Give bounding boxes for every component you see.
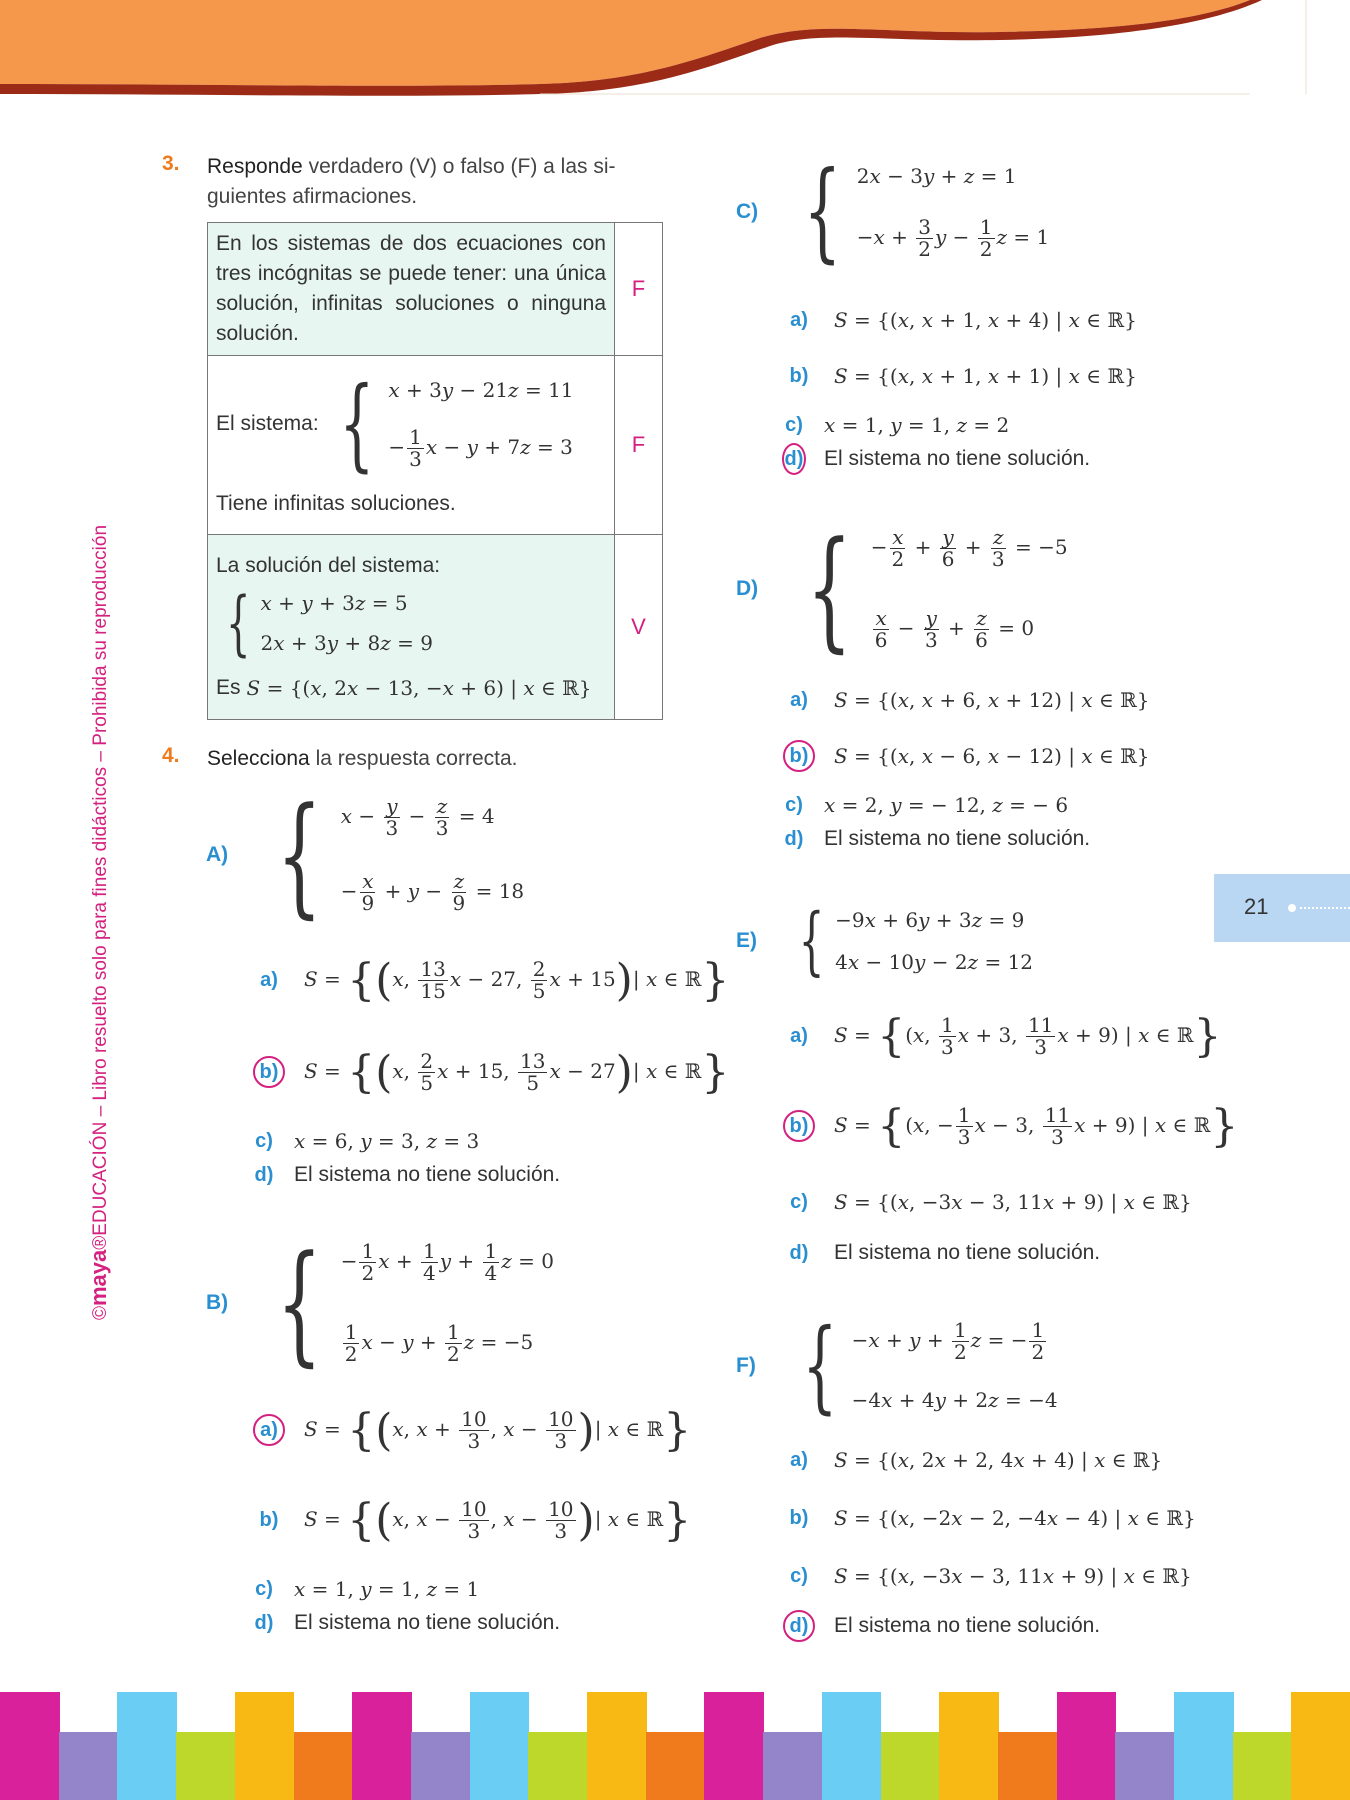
options-D bbox=[782, 680, 1150, 856]
option-B-b[interactable]: b) S = {(x, x − $\frac{10}{3}$ , x − $\frac{10}{3}$ )| x ∈ ℝ} bbox=[259, 1494, 692, 1546]
option-B-c[interactable]: c) x = 1, y = 1, z = 1 bbox=[255, 1577, 480, 1601]
system-D: D) { − $\frac{x}{2}$ + $\frac{y}{6}$ + $\frac{z}{3}$ = −5 $\frac{x}{6}$ − $\frac{y}{3}$ + $\frac{z}{6}$ = 0 bbox=[736, 513, 1068, 665]
header-wave bbox=[0, 0, 1350, 100]
option-letter-circled: d) bbox=[782, 443, 806, 475]
option-text: El sistema no tiene solución. bbox=[824, 827, 1091, 850]
option-C-a[interactable]: a) S = {(x, x + 1, x + 4) | x ∈ ℝ} bbox=[790, 308, 1137, 332]
q3-row1-text: En los sistemas de dos ecuaciones con tres incógnitas se puede tener: una única solución, infinitas soluciones o ninguna solución. bbox=[216, 232, 606, 345]
options-C bbox=[782, 300, 1137, 476]
options-A bbox=[252, 948, 729, 1192]
page-number: 21 bbox=[1244, 894, 1269, 919]
q3-row3-answer: V bbox=[615, 535, 663, 720]
stripe bbox=[528, 1732, 588, 1800]
system-B: B) { − $\frac{1}{2}$ x + $\frac{1}{4}$ y + $\frac{1}{4}$ z = 0 $\frac{1}{2}$ x − y + $\frac{1}{2}$ z = −5 bbox=[206, 1227, 554, 1379]
option-letter-circled: b) bbox=[783, 1110, 815, 1142]
option-E-a[interactable]: a) S = {(x, $\frac{1}{3}$ x + 3, $\frac{11}{3}$ x + 9) | x ∈ ℝ} bbox=[790, 1010, 1222, 1062]
bottom-stripes bbox=[0, 1692, 1350, 1800]
q3-row2-prefix: El sistema: bbox=[216, 412, 319, 435]
option-letter: d) bbox=[254, 1163, 274, 1186]
q3-row-1 bbox=[208, 223, 663, 356]
option-F-d[interactable] bbox=[782, 1606, 1196, 1646]
stripe bbox=[822, 1692, 882, 1800]
option-letter: a) bbox=[790, 1024, 808, 1047]
system-F-letter: F) bbox=[736, 1354, 756, 1377]
q4-bold: Selecciona bbox=[207, 747, 310, 770]
option-text: El sistema no tiene solución. bbox=[834, 1614, 1101, 1637]
stripe bbox=[587, 1692, 647, 1800]
stripe bbox=[763, 1732, 823, 1800]
stripe bbox=[939, 1692, 999, 1800]
option-C-c[interactable]: c) x = 1, y = 1, z = 2 bbox=[785, 413, 1010, 437]
option-B-a[interactable]: a) S = {(x, x + $\frac{10}{3}$ , x − $\frac{10}{3}$ )| x ∈ ℝ} bbox=[252, 1398, 691, 1462]
option-letter: b) bbox=[259, 1508, 279, 1531]
option-letter: d) bbox=[254, 1611, 274, 1634]
sidebar-copyright: ©maya®EDUCACIÓN – Libro resuelto solo para fines didácticos – Prohibida su reproducción bbox=[86, 524, 111, 1320]
option-A-b[interactable]: b) S = {(x, $\frac{2}{5}$ x + 15, $\frac{13}{5}$ x − 27)| x ∈ ℝ} bbox=[252, 1040, 729, 1104]
page-dot-icon bbox=[1288, 904, 1296, 912]
option-text: El sistema no tiene solución. bbox=[834, 1241, 1101, 1264]
q3-row3-suffix: Es bbox=[216, 676, 241, 699]
option-letter: b) bbox=[789, 364, 809, 387]
stripe bbox=[470, 1692, 530, 1800]
system-E-letter: E) bbox=[736, 929, 757, 952]
q3-row3-prefix: La solución del sistema: bbox=[216, 554, 441, 577]
option-letter: a) bbox=[790, 308, 808, 331]
option-letter: a) bbox=[790, 1448, 808, 1471]
q3-row-2 bbox=[208, 356, 663, 535]
q3-row1-answer: F bbox=[615, 223, 663, 356]
option-E-b[interactable]: b) S = {(x, − $\frac{1}{3}$ x − 3, $\frac{11}{3}$ x + 9) | x ∈ ℝ} bbox=[782, 1094, 1238, 1158]
stripe bbox=[1233, 1732, 1293, 1800]
option-F-b[interactable]: b) S = {(x, −2x − 2, −4x − 4) | x ∈ ℝ} bbox=[789, 1506, 1196, 1530]
stripe bbox=[646, 1732, 706, 1800]
system-C: C) { 2x − 3y + z = 1 −x + $\frac{3}{2}$ y − $\frac{1}{2}$ z = 1 bbox=[736, 149, 1050, 274]
stripe bbox=[1174, 1692, 1234, 1800]
option-D-c[interactable]: c) x = 2, y = − 12, z = − 6 bbox=[785, 793, 1069, 817]
option-A-a[interactable]: a) S = {(x, $\frac{13}{15}$ x − 27, $\frac{2}{5}$ x + 15)| x ∈ ℝ} bbox=[260, 954, 730, 1006]
q3-row2-answer: F bbox=[615, 356, 663, 535]
option-letter-circled: d) bbox=[783, 1610, 815, 1642]
page-number-tab bbox=[1214, 874, 1350, 942]
stripe bbox=[704, 1692, 764, 1800]
stripe bbox=[352, 1692, 412, 1800]
option-A-c[interactable]: c) x = 6, y = 3, z = 3 bbox=[255, 1129, 480, 1153]
option-D-d[interactable] bbox=[782, 822, 1150, 856]
option-letter: d) bbox=[784, 827, 804, 850]
q3-bold: Responde bbox=[207, 155, 303, 178]
system-D-letter: D) bbox=[736, 577, 759, 600]
system-E: E) { −9x + 6y + 3z = 9 4x − 10y − 2z = 12 bbox=[736, 898, 1034, 984]
option-letter: a) bbox=[790, 688, 808, 711]
stripe bbox=[881, 1732, 941, 1800]
q3-row2-suffix: Tiene infinitas soluciones. bbox=[216, 492, 456, 515]
q3-heading bbox=[162, 152, 662, 212]
stripe bbox=[117, 1692, 177, 1800]
q3-row-3 bbox=[208, 535, 663, 720]
system-F: F) { −x + y + $\frac{1}{2}$ z = − $\frac{1}{2}$ −4x + 4y + 2z = −4 bbox=[736, 1307, 1058, 1424]
option-E-d[interactable] bbox=[782, 1236, 1238, 1270]
option-text: El sistema no tiene solución. bbox=[294, 1611, 561, 1634]
sidebar-text: EDUCACIÓN – Libro resuelto solo para fines didácticos – Prohibida su reproducción bbox=[90, 524, 111, 1236]
option-D-b[interactable]: b) S = {(x, x − 6, x − 12) | x ∈ ℝ} bbox=[782, 736, 1150, 776]
q4-number: 4. bbox=[162, 744, 180, 767]
option-letter: c) bbox=[255, 1577, 273, 1600]
option-letter-circled: b) bbox=[253, 1056, 285, 1088]
stripe bbox=[59, 1732, 119, 1800]
stripe bbox=[1291, 1692, 1350, 1800]
system-B-letter: B) bbox=[206, 1291, 229, 1314]
stripe bbox=[1057, 1692, 1117, 1800]
option-letter: d) bbox=[789, 1241, 809, 1264]
option-letter: c) bbox=[785, 793, 803, 816]
stripe bbox=[294, 1732, 354, 1800]
option-text: El sistema no tiene solución. bbox=[824, 447, 1091, 470]
option-F-c[interactable]: c) S = {(x, −3x − 3, 11x + 9) | x ∈ ℝ} bbox=[790, 1564, 1192, 1588]
option-D-a[interactable]: a) S = {(x, x + 6, x + 12) | x ∈ ℝ} bbox=[790, 688, 1150, 712]
options-E bbox=[782, 1004, 1238, 1270]
stripe bbox=[0, 1692, 60, 1800]
option-A-d[interactable] bbox=[252, 1158, 729, 1192]
sidebar-brand: maya bbox=[86, 1249, 111, 1306]
q3-row2-system: { x + 3y − 21z = 11 − $\frac{1}{3}$ x − y + 7z = 3 bbox=[339, 365, 574, 482]
option-letter-circled: a) bbox=[253, 1414, 285, 1446]
option-C-d[interactable] bbox=[782, 442, 1137, 476]
option-B-d[interactable] bbox=[252, 1606, 691, 1640]
option-letter: a) bbox=[260, 968, 278, 991]
option-letter: c) bbox=[790, 1190, 808, 1213]
q3-text: verdadero (V) o falso (F) a las si- bbox=[302, 155, 616, 178]
q3-text2: guientes afirmaciones. bbox=[207, 185, 418, 208]
page-dots bbox=[1300, 907, 1350, 909]
option-E-c[interactable]: c) S = {(x, −3x − 3, 11x + 9) | x ∈ ℝ} bbox=[790, 1190, 1192, 1214]
q3-number: 3. bbox=[162, 152, 180, 175]
q3-row3-system: { x + y + 3z = 5 2x + 3y + 8z = 9 bbox=[226, 582, 434, 664]
q4-text: la respuesta correcta. bbox=[309, 747, 518, 770]
q3-row3-solution: S = {(x, 2x − 13, −x + 6) | x ∈ ℝ} bbox=[246, 676, 592, 700]
option-letter: b) bbox=[789, 1506, 809, 1529]
stripe bbox=[176, 1732, 236, 1800]
system-A-letter: A) bbox=[206, 843, 229, 866]
stripe bbox=[998, 1732, 1058, 1800]
stripe bbox=[411, 1732, 471, 1800]
option-F-a[interactable]: a) S = {(x, 2x + 2, 4x + 4) | x ∈ ℝ} bbox=[790, 1448, 1163, 1472]
stripe bbox=[235, 1692, 295, 1800]
option-letter: c) bbox=[790, 1564, 808, 1587]
option-letter: c) bbox=[255, 1129, 273, 1152]
options-F bbox=[782, 1440, 1196, 1646]
options-B bbox=[252, 1398, 691, 1640]
system-A: A) { x − $\frac{y}{3}$ − $\frac{z}{3}$ = 4 − $\frac{x}{9}$ + y − $\frac{z}{9}$ = 18 bbox=[206, 779, 525, 931]
option-letter-circled: b) bbox=[783, 740, 815, 772]
q4-heading bbox=[162, 744, 662, 774]
option-C-b[interactable]: b) S = {(x, x + 1, x + 1) | x ∈ ℝ} bbox=[789, 364, 1137, 388]
stripe bbox=[1115, 1732, 1175, 1800]
option-text: El sistema no tiene solución. bbox=[294, 1163, 561, 1186]
system-C-letter: C) bbox=[736, 200, 759, 223]
q3-table bbox=[207, 222, 663, 720]
option-letter: c) bbox=[785, 413, 803, 436]
